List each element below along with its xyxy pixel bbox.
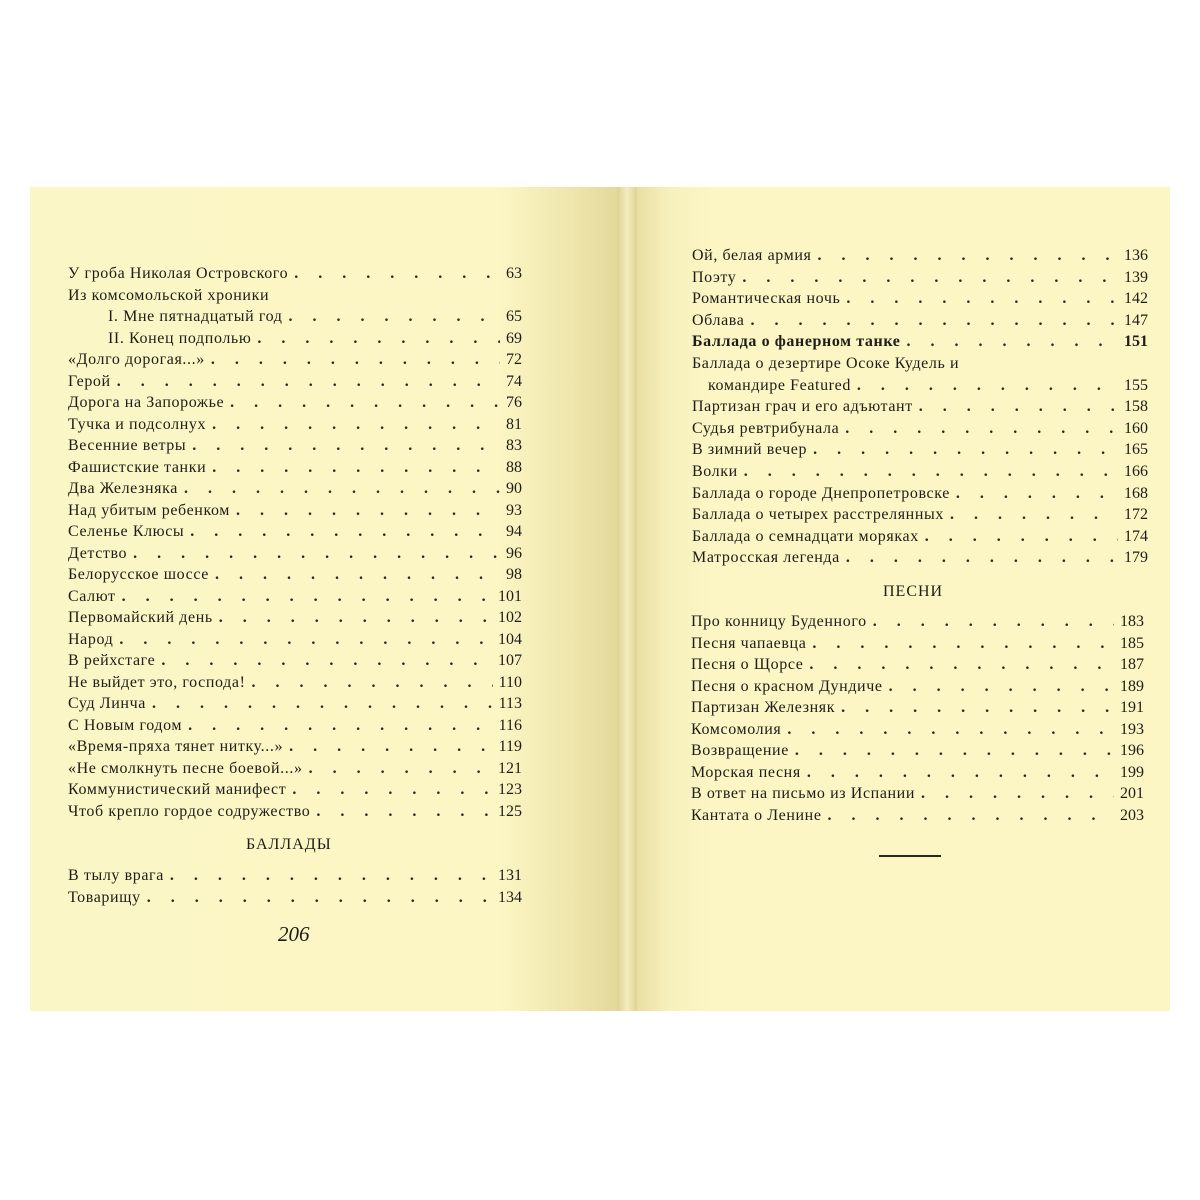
toc-entry — [68, 285, 522, 306]
dot-leader — [812, 633, 1114, 654]
toc-entry-title: Белорусское шоссе — [68, 566, 209, 583]
dot-leader — [841, 697, 1114, 718]
toc-entry — [691, 611, 1144, 632]
toc-entry — [68, 693, 522, 714]
toc-entry-page: 96 — [506, 544, 522, 562]
dot-leader — [257, 328, 500, 349]
toc-entry-title: Кантата о Ленине — [691, 806, 822, 824]
toc-entry — [68, 306, 522, 327]
toc-entry-title: Баллада о четырех расстрелянных — [692, 506, 944, 524]
toc-entry — [692, 547, 1148, 568]
dot-leader — [873, 611, 1114, 632]
dot-leader — [316, 801, 492, 822]
toc-entry-page: 201 — [1120, 785, 1144, 802]
toc-entry-title: Из комсомольской хроники — [68, 286, 270, 304]
dot-leader — [122, 586, 492, 607]
toc-entry-title: Песня о Щорсе — [691, 656, 804, 673]
toc-entry — [691, 676, 1144, 697]
toc-entry-page: 155 — [1124, 376, 1148, 394]
dot-leader — [230, 392, 500, 413]
toc-entry-page: 131 — [498, 867, 522, 884]
section-title-songs: ПЕСНИ — [883, 583, 944, 600]
toc-entry — [68, 758, 522, 779]
toc-entry — [68, 607, 522, 628]
toc-entry-title: Два Железняка — [68, 480, 178, 497]
dot-leader — [956, 483, 1118, 504]
toc-entry-title: Баллада о семнадцати моряках — [692, 527, 919, 545]
dot-leader — [795, 740, 1114, 761]
toc-entry-title: Баллада о городе Днепропетровске — [692, 484, 950, 502]
toc-entry-page: 174 — [1124, 527, 1148, 545]
toc-entry-page: 179 — [1124, 549, 1148, 567]
toc-entry — [68, 672, 522, 693]
toc-entry-title: В зимний вечер — [692, 441, 808, 459]
toc-entry-page: 119 — [498, 738, 522, 755]
toc-entry-title: командире Featured — [708, 376, 851, 394]
dot-leader — [750, 310, 1118, 331]
toc-entry-title: Морская песня — [691, 763, 801, 781]
dot-leader — [212, 457, 500, 478]
toc-entry — [692, 396, 1148, 417]
toc-entry-title: Тучка и подсолнух — [68, 415, 207, 433]
toc-entry — [68, 371, 522, 392]
toc-entry-page: 125 — [498, 802, 522, 820]
toc-entry-page: 65 — [506, 308, 522, 325]
dot-leader — [184, 478, 500, 499]
toc-entry-page: 158 — [1124, 398, 1148, 416]
toc-entry — [692, 245, 1148, 266]
toc-entry-page: 189 — [1120, 677, 1144, 695]
toc-entry — [68, 736, 522, 757]
toc-entry — [691, 805, 1144, 826]
toc-entry-title: Облава — [692, 311, 745, 329]
dot-leader — [236, 500, 500, 521]
toc-entry-page: 185 — [1120, 634, 1144, 652]
toc-entry-page: 102 — [498, 609, 522, 626]
toc-entry — [68, 543, 522, 564]
toc-entry-page: 166 — [1124, 463, 1148, 480]
dot-leader — [919, 396, 1118, 417]
toc-entry — [692, 461, 1148, 482]
toc-entry-title: Романтическая ночь — [692, 290, 841, 308]
toc-entry-page: 94 — [506, 523, 522, 540]
toc-entry-title: В ответ на письмо из Испании — [691, 785, 916, 802]
dot-leader — [921, 783, 1114, 804]
toc-entry-title: Народ — [68, 630, 114, 648]
dot-leader — [846, 547, 1118, 568]
toc-entry-title: Салют — [68, 587, 116, 605]
toc-entry — [692, 288, 1148, 309]
dot-leader — [906, 331, 1118, 352]
section-title-ballads: БАЛЛАДЫ — [246, 836, 332, 853]
toc-entry-page: 93 — [506, 501, 522, 519]
toc-entry-page: 63 — [506, 265, 522, 282]
dot-leader — [252, 672, 493, 693]
toc-entry-title: Комсомолия — [691, 720, 782, 738]
toc-entry-title: Суд Линча — [68, 695, 146, 712]
toc-entry-page: 199 — [1120, 763, 1144, 781]
dot-leader — [133, 543, 500, 564]
toc-entry — [68, 263, 522, 284]
dot-leader — [289, 306, 500, 327]
dot-leader — [215, 564, 500, 585]
toc-entry — [691, 654, 1144, 675]
dot-leader — [309, 758, 492, 779]
toc-entry-page: 90 — [506, 480, 522, 497]
toc-entry-page: 136 — [1124, 247, 1148, 264]
dot-leader — [846, 288, 1118, 309]
dot-leader — [161, 650, 492, 671]
toc-entry-title: Дорога на Запорожье — [68, 394, 225, 411]
toc-entry — [691, 697, 1144, 718]
dot-leader — [292, 779, 492, 800]
toc-entry — [691, 719, 1144, 740]
toc-entry — [691, 633, 1144, 654]
toc-entry-page: 107 — [498, 652, 522, 669]
toc-entry-page: 172 — [1124, 506, 1148, 524]
toc-entry-title: Чтоб крепло гордое содружество — [68, 802, 311, 820]
dot-leader — [219, 607, 492, 628]
toc-entry-title: У гроба Николая Островского — [68, 265, 289, 282]
toc-entry-page: 69 — [506, 329, 522, 347]
toc-entry-title: Песня чапаевца — [691, 634, 807, 652]
dot-leader — [828, 805, 1114, 826]
toc-entry-title: Детство — [68, 544, 128, 562]
dot-leader — [188, 715, 492, 736]
dot-leader — [845, 418, 1118, 439]
toc-entry-title: Партизан Железняк — [691, 699, 836, 716]
toc-entry-title: С Новым годом — [68, 716, 183, 734]
toc-entry-title: Селенье Клюсы — [68, 523, 185, 540]
toc-entry — [692, 418, 1148, 439]
toc-entry-page: 101 — [498, 587, 522, 605]
toc-entry-title: Ой, белая армия — [692, 247, 812, 264]
toc-entry — [68, 521, 522, 542]
toc-entry-page: 196 — [1120, 742, 1144, 759]
toc-entry-title: В тылу врага — [68, 867, 164, 884]
toc-entry-page: 110 — [498, 673, 522, 691]
toc-entry-title: «Время-пряха тянет нитку...» — [68, 738, 284, 755]
dot-leader — [170, 865, 492, 886]
dot-leader — [857, 375, 1118, 396]
toc-entry — [692, 483, 1148, 504]
toc-entry-page: 116 — [498, 716, 522, 734]
toc-entry-title: В рейхстаге — [68, 652, 156, 669]
toc-entry-page: 83 — [506, 437, 522, 454]
toc-entry-page: 139 — [1124, 268, 1148, 286]
toc-entry — [68, 801, 522, 822]
toc-entry-page: 123 — [498, 781, 522, 798]
toc-entry — [68, 328, 522, 349]
toc-entry-title: Фашистские танки — [68, 458, 207, 476]
dot-leader — [211, 349, 500, 370]
toc-entry-title: Над убитым ребенком — [68, 501, 231, 519]
toc-entry-page: 98 — [506, 566, 522, 583]
toc-entry — [68, 414, 522, 435]
dot-leader — [818, 245, 1119, 266]
toc-entry-page: 183 — [1120, 613, 1144, 630]
dot-leader — [950, 504, 1118, 525]
toc-entry-title: Баллада о дезертире Осоке Кудель и — [692, 355, 960, 372]
toc-entry — [691, 740, 1144, 761]
toc-entry-title: Первомайский день — [68, 609, 213, 626]
dot-leader — [192, 435, 500, 456]
toc-entry — [68, 435, 522, 456]
closing-rule — [879, 855, 941, 857]
toc-entry-page: 121 — [498, 759, 522, 777]
toc-entry — [692, 439, 1148, 460]
toc-entry — [692, 375, 1148, 396]
toc-entry — [692, 526, 1148, 547]
dot-leader — [809, 654, 1114, 675]
toc-entry-page: 160 — [1124, 419, 1148, 437]
toc-entry — [68, 715, 522, 736]
toc-entry-page: 191 — [1120, 699, 1144, 716]
toc-entry — [68, 865, 522, 886]
toc-entry-page: 81 — [506, 415, 522, 433]
toc-entry-title: Партизан грач и его адъютант — [692, 398, 913, 416]
toc-entry — [68, 457, 522, 478]
toc-entry-page: 113 — [498, 695, 522, 712]
dot-leader — [807, 762, 1114, 783]
toc-entry-title: II. Конец подполью — [108, 329, 252, 347]
toc-entry-page: 76 — [506, 394, 522, 411]
dot-leader — [152, 693, 493, 714]
dot-leader — [119, 629, 492, 650]
toc-entry-page: 165 — [1124, 441, 1148, 459]
toc-entry-title: Не выйдет это, господа! — [68, 673, 246, 691]
dot-leader — [742, 267, 1118, 288]
toc-entry — [692, 310, 1148, 331]
toc-entry-title: Товарищу — [68, 888, 141, 906]
dot-leader — [294, 263, 500, 284]
toc-entry-page: 147 — [1124, 311, 1148, 329]
toc-entry-page: 187 — [1120, 656, 1144, 673]
toc-entry-page: 88 — [506, 458, 522, 476]
toc-entry-page: 74 — [506, 372, 522, 390]
dot-leader — [212, 414, 500, 435]
dot-leader — [744, 461, 1118, 482]
toc-entry-title: Весенние ветры — [68, 437, 187, 454]
toc-entry-page: 72 — [506, 351, 522, 368]
toc-entry — [692, 331, 1148, 352]
toc-entry — [68, 650, 522, 671]
toc-entry-title: Про конницу Буденного — [691, 613, 867, 630]
toc-entry-page: 168 — [1124, 484, 1148, 502]
toc-entry — [68, 586, 522, 607]
toc-entry — [68, 779, 522, 800]
toc-entry-page: 193 — [1120, 720, 1144, 738]
toc-entry — [68, 500, 522, 521]
toc-entry — [692, 353, 1148, 374]
toc-entry-title: Поэту — [692, 268, 737, 286]
toc-entry-title: «Не смолкнуть песне боевой...» — [68, 759, 303, 777]
dot-leader — [889, 676, 1114, 697]
toc-entry — [68, 887, 522, 908]
dot-leader — [787, 719, 1114, 740]
toc-entry — [68, 392, 522, 413]
toc-entry-title: «Долго дорогая...» — [68, 351, 205, 368]
toc-entry — [692, 267, 1148, 288]
dot-leader — [190, 521, 500, 542]
toc-entry-page: 134 — [498, 888, 522, 906]
toc-entry-page: 151 — [1124, 333, 1148, 351]
toc-entry — [68, 478, 522, 499]
dot-leader — [813, 439, 1118, 460]
toc-entry-title: Баллада о фанерном танке — [692, 333, 901, 351]
toc-entry — [68, 564, 522, 585]
toc-entry-title: Коммунистический манифест — [68, 781, 287, 798]
toc-entry-title: Герой — [68, 372, 111, 390]
toc-entry — [692, 504, 1148, 525]
dot-leader — [147, 887, 492, 908]
toc-entry — [68, 349, 522, 370]
toc-entry-title: Песня о красном Дундиче — [691, 677, 883, 695]
toc-entry-title: Судья ревтрибунала — [692, 419, 840, 437]
toc-entry-page: 104 — [498, 630, 522, 648]
toc-entry-title: Возвращение — [691, 742, 789, 759]
toc-entry — [68, 629, 522, 650]
toc-entry-title: Волки — [692, 463, 738, 480]
dot-leader — [117, 371, 500, 392]
toc-entry-title: Матросская легенда — [692, 549, 840, 567]
book-gutter — [617, 187, 637, 1011]
dot-leader — [289, 736, 493, 757]
toc-entry-page: 203 — [1120, 806, 1144, 824]
dot-leader — [925, 526, 1118, 547]
toc-entry-page: 142 — [1124, 290, 1148, 308]
toc-entry — [691, 783, 1144, 804]
page-number: 206 — [278, 922, 310, 946]
toc-entry-title: I. Мне пятнадцатый год — [108, 308, 283, 325]
toc-entry — [691, 762, 1144, 783]
